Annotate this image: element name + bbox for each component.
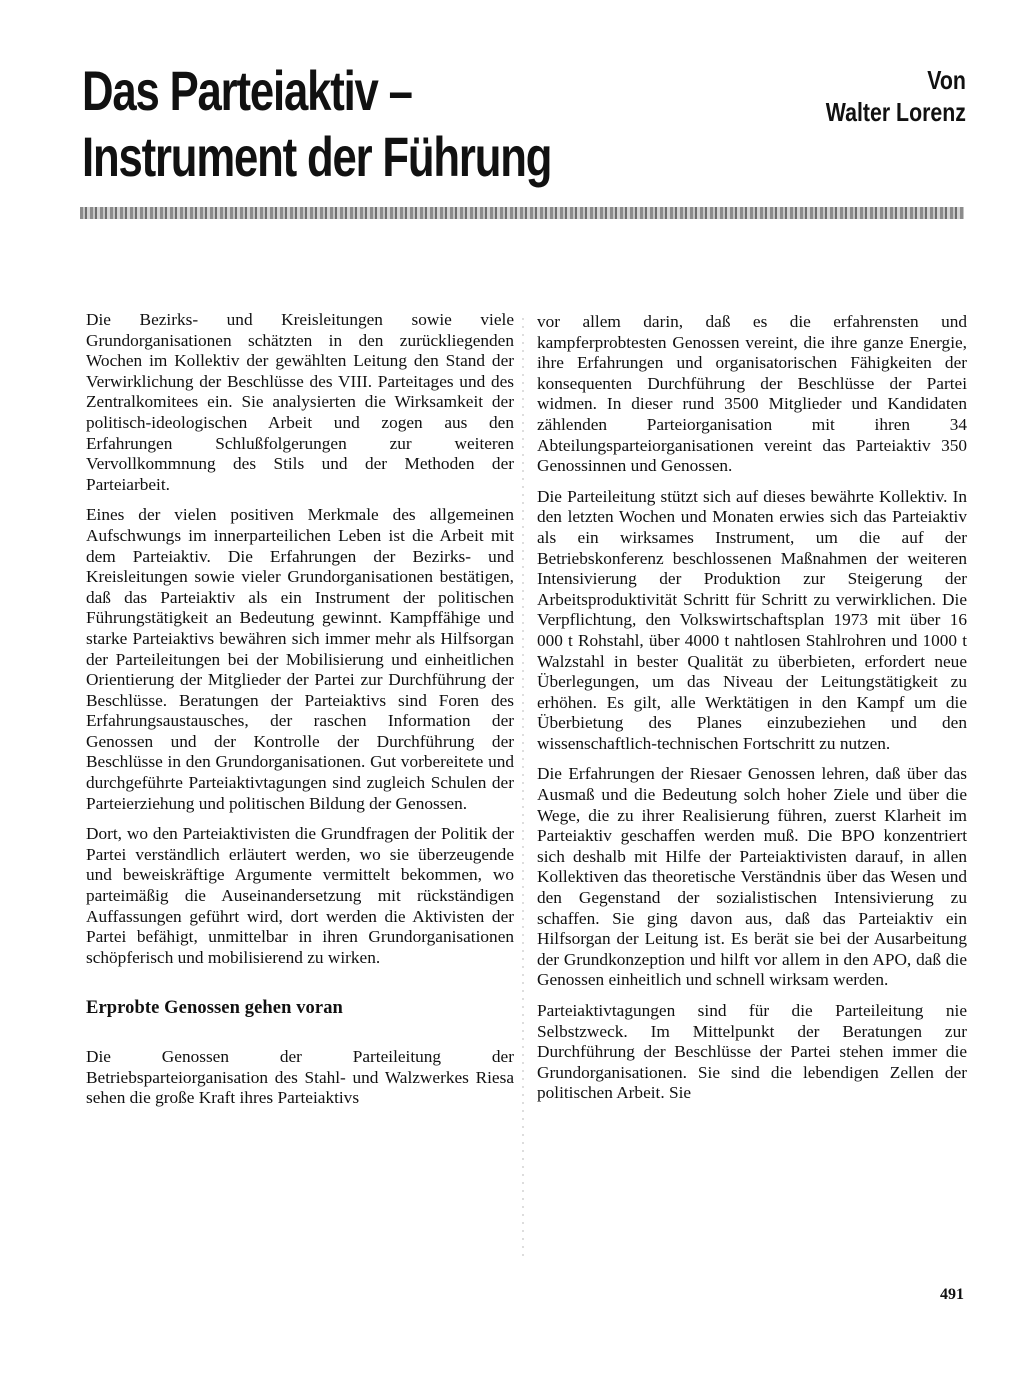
title-line-2: Instrument der Führung — [82, 125, 552, 188]
left-paragraph-1: Die Bezirks- und Kreisleitungen sowie viele Grundorganisationen schätzten in den zurückliegenden Wochen im Kollektiv der gewählten Leitung den Stand der Verwirklichung der Beschlüsse des VIII. Parteitages und des Zentralkomitees ein. Sie analysierten die Wirksamkeit der politisch-ideologischen Arbeit und zogen aus den Erfahrungen Schlußfolgerungen zur weiteren Vervollkommnung des Stils und der Methoden der Parteiarbeit. — [86, 310, 514, 494]
title-rule-divider — [80, 207, 964, 219]
title-line-1: Das Parteiaktiv – — [82, 59, 412, 122]
author-byline — [826, 64, 966, 128]
left-paragraph-3: Dort, wo den Parteiaktivisten die Grundfragen der Politik der Partei verständlich erläutert werden, wo sie überzeugende und beweiskräftige Argumente vermittelt bekommen, wo parteimäßig die Auseinandersetzung mit rückständigen Auffassungen geführt wird, dort werden die Aktivisten der Partei befähigt, unmittelbar in ihren Grundorganisationen schöpferisch und mobilisierend zu wirken. — [86, 824, 514, 967]
right-paragraph-4: Parteiaktivtagungen sind für die Parteileitung nie Selbstzweck. Im Mittelpunkt der Beratungen zur Durchführung der Beschlüsse der Partei stehen immer die Grundorganisationen. Sie sind die lebendigen Zellen der politischen Arbeit. Sie — [537, 1001, 967, 1103]
right-paragraph-3: Die Erfahrungen der Riesaer Genossen lehren, daß über das Ausmaß und die Bedeutung solch hoher Ziele und über die Wege, die zu ihrer Realisierung führen, zuerst Klarheit im Parteiaktiv geschaffen werden muß. Die BPO konzentriert sich deshalb mit Hilfe der Parteiaktivisten darauf, in allen Kollektiven das theoretische Verständnis über das Wesen und den Gegenstand der sozialistischen Intensivierung zu schaffen. Sie ging davon aus, daß das Parteiaktiv ein Hilfsorgan der Leitung ist. Es berät sie bei der Ausarbeitung der Grundkonzeption und hilft vor allem in den APO, daß die Genossen einheitlich und schnell wirksam werden. — [537, 764, 967, 990]
section-subheading: Erprobte Genossen gehen voran — [86, 998, 343, 1019]
right-column — [537, 312, 967, 1114]
column-divider — [522, 318, 524, 1258]
right-paragraph-2: Die Parteileitung stützt sich auf dieses bewährte Kollektiv. In den letzten Wochen und Monaten erwies sich das Parteiaktiv als ein wirksames Instrument, um die auf der Betriebskonferenz beschlossenen Maßnahmen der weiteren Intensivierung der Produktion zur Steigerung der Arbeitsproduktivität Schritt für Schritt zu verwirklichen. Die Verpflichtung, den Volkswirtschaftsplan 1973 mit über 16 000 t Rohstahl, über 4000 t nahtlosen Stahlrohren und 1000 t Walzstahl in bester Qualität zu überbieten, erfordert neue Überlegungen, um das Niveau der Leitungstätigkeit zu erhöhen. Es gilt, alle Werktätigen in den Kampf um die Überbietung des Planes einzubeziehen und den wissenschaftlich-technischen Fortschritt zu nutzen. — [537, 486, 967, 753]
left-column — [86, 310, 514, 1119]
author-prefix: Von — [927, 65, 966, 95]
left-paragraph-2: Eines der vielen positiven Merkmale des allgemeinen Aufschwungs im innerparteilichen Leben ist die Arbeit mit dem Parteiaktiv. Die Erfahrungen der Bezirks- und Kreisleitungen sowie vieler Grundorganisationen bestätigen, daß das Parteiaktiv als ein Instrument der politischen Führungstätigkeit an Bedeutung gewinnt. Kampffähige und starke Parteiaktivs bewähren sich immer mehr als Hilfsorgan der Parteileitungen bei der Mobilisierung und einheitlichen Orientierung der Mitglieder der Partei zur Durchführung der Beschlüsse. Beratungen der Parteiaktivs sind Foren des Erfahrungsaustausches, der raschen Information der Genossen und der Kontrolle der Durchführung der Beschlüsse in den Grundorganisationen. Gut vorbereitete und durchgeführte Parteiaktivtagungen sind zugleich Schulen der Parteierziehung und politischen Bildung der Genossen. — [86, 505, 514, 813]
left-paragraph-4: Die Genossen der Parteileitung der Betriebsparteiorganisation des Stahl- und Walzwerkes Riesa sehen die große Kraft ihres Parteiaktivs — [86, 1047, 514, 1108]
article-title — [82, 58, 628, 190]
page-number: 491 — [940, 1286, 964, 1303]
right-paragraph-1: vor allem darin, daß es die erfahrensten und kampferprobtesten Genossen vereint, die ihre ganze Energie, ihre Erfahrungen und organisatorischen Fähigkeiten der konsequenten Durchführung der Beschlüsse der Partei widmen. In dieser rund 3500 Mitglieder und Kandidaten zählenden Parteiorganisation mit ihren 34 Abteilungsparteiorganisationen vereint das Parteiaktiv 350 Genossinnen und Genossen. — [537, 312, 967, 476]
author-name: Walter Lorenz — [825, 97, 966, 127]
